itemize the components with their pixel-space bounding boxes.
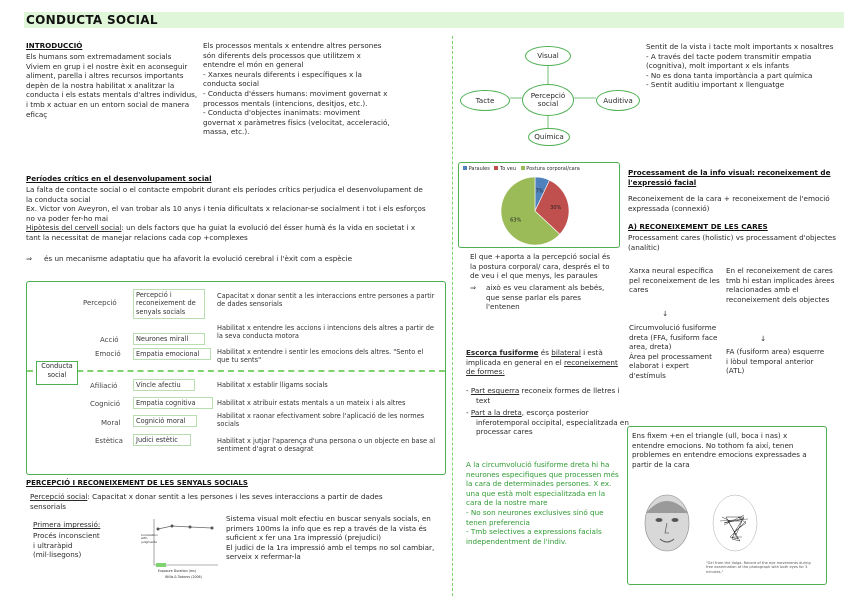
first-impression-text: Procés inconscient i ultraràpid (mil·lisegons): [33, 531, 100, 560]
arrow-icon: ⇒: [470, 283, 477, 292]
hypothesis-label: Hipòtesis del cervell social: [26, 223, 122, 232]
faces-col2-a: En el reconeixement de cares tmb hi estan implicades àrees relacionades amb el reconeixement dels objectes: [726, 266, 835, 304]
legend-entry: Postura corporal/cara: [526, 166, 580, 172]
fig-caption: "Girl from the Volga. Record of the eye movements during free examination of the photograph with both eyes for 3 minutes.": [706, 561, 811, 574]
faces-intro: Reconeixement de la cara + reconeixement de l'emoció expressada (connexió): [628, 194, 830, 213]
sense-tacte: Tacte: [460, 90, 510, 111]
intro-right-text: Els processos mentals x entendre altres persones són diferents dels processos que utilitzem x entendre el món en general - Xarxes neurals diferents i específiques x la conducta social - Conducta d'éssers humans: moviment governat x processos mentals (intencions, desitjos, etc.). - Conducta d'objectes inanimats: moviment governat x paràmetres físics (velocitat, acceleració, massa, etc.).: [203, 41, 390, 137]
pie-slice-label: 63%: [510, 217, 522, 224]
pie-slice-label: 30%: [550, 205, 562, 212]
graph-caption: Willis & Todorov (2006): [165, 575, 202, 579]
sense-quimica: Química: [528, 128, 570, 146]
legend-swatch-icon: [463, 166, 467, 170]
perception-def-text: : Capacitat x donar sentit a les persones i les seves interaccions a partir de dades sensorials: [30, 492, 383, 511]
pie-chart: [495, 175, 575, 247]
critical-arrow-text: és un mecanisme adaptatiu que ha afavorit la evolució cerebral i l'èxit com a espècie: [44, 254, 353, 263]
column-separator: [452, 36, 453, 596]
fusiform-bilateral: bilateral: [551, 348, 581, 357]
row-cat: Afiliació: [90, 382, 118, 390]
perception-def-label: Percepció social: [30, 492, 88, 501]
fusiform-intro: [466, 348, 622, 377]
row-desc: Habilitat x atribuir estats mentals a un mateix i als altres: [217, 399, 406, 407]
girl-face-photo: [640, 487, 694, 559]
sense-center: Percepció social: [522, 84, 574, 116]
fusiform-mid: és: [538, 348, 552, 357]
row-name: Judici estètic: [133, 434, 191, 446]
page-title: CONDUCTA SOCIAL: [26, 13, 158, 27]
conducta-social-root: Conducta social: [36, 361, 78, 385]
row-desc: Habilitat x entendre les accions i intencions dels altres a partir de la seva conducta motora: [217, 324, 434, 341]
row-name: Empatia emocional: [133, 348, 211, 360]
eye-movement-box: [627, 426, 827, 585]
row-cat: Cognició: [90, 400, 121, 408]
fusiform-left-label: Part esquerra: [470, 386, 520, 395]
pie-chart-box: [458, 162, 620, 248]
fusiform-rest: i està implicada en general en el: [466, 348, 603, 367]
row-desc: Capacitat x donar sentit a les interaccions entre persones a partir de dades sensorials: [217, 292, 435, 309]
row-desc: Habilitat x raonar efectivament sobre l'aplicació de les normes socials: [217, 412, 425, 429]
first-impression-right: Sistema visual molt efectiu en buscar senyals socials, en primers 100ms la info que es rep a través de la vista és suficient x fer una 1ra impressió (prejudici) El judici de la 1ra impressió amb el temps no sol cambiar, serveix x refermar-la: [226, 514, 435, 562]
senses-notes: Sentit de la vista i tacte molt importants x nosaltres - A través del tacte podem transmitir empatia (cognitiva), molt important x els infants - No es dona tanta importància a part química - Sentit auditiu important x llenguatge: [646, 42, 834, 90]
row-cat: Moral: [101, 419, 121, 427]
perception-def: [30, 492, 420, 511]
row-name: Vincle afectiu: [133, 379, 195, 391]
row-name: Empatia cognitiva: [133, 397, 213, 409]
pie-main-text: El que +aporta a la percepció social és la postura corporal/ cara, després el to de veu i el que menys, les paraules: [470, 252, 611, 281]
faces-heading: Processament de la info visual: reconeixement de l'expressió facial: [628, 168, 831, 187]
row-cat: Percepció: [83, 299, 117, 307]
arrow-down-icon: ↓: [760, 334, 767, 343]
sense-auditiva: Auditiva: [596, 90, 640, 111]
fusiform-right-text: , escorça posterior inferotemporal occipital, especialitzada en processar cares: [476, 408, 629, 437]
arrow-down-icon: ↓: [662, 309, 669, 318]
critical-p2: Ex. Victor von Aveyron, el van trobar als 10 anys i tenia dificultats x relacionar-se socialment i tot i els esforços no va poder fer-ho mai: [26, 204, 426, 223]
critical-p1: La falta de contacte social o el contacte empobrit durant els períodes crítics perjudica el desenvolupament de la conducta social: [26, 185, 423, 204]
faces-col2-b: FA (fusiform area) esquerre i lòbul temporal anterior (ATL): [726, 347, 825, 376]
graph-ylabel: Correlation with judgments: [141, 533, 158, 544]
eye-tracking-trace: [708, 487, 762, 559]
fusiform-left: - Part esquerra reconeix formes de lletres i text: [466, 386, 620, 405]
row-name: Percepció i reconeixement de senyals socials: [133, 289, 205, 319]
faces-sub-text: Processament cares (holistic) vs processament d'objectes (analític): [628, 233, 836, 252]
fusiform-right-label: Part a la dreta: [470, 408, 522, 417]
fusiform-left-text: reconeix formes de lletres i text: [476, 386, 620, 405]
hypothesis: [26, 223, 426, 242]
row-desc: Habilitat x establir lligams socials: [217, 381, 328, 389]
faces-col1-b: Circumvolució fusiforme dreta (FFA, fusiform face area, dreta) Àrea pel processament elaborat i expert d'estímuls: [629, 323, 718, 380]
intro-left-text: Els humans som extremadament socials Viviem en grup i el nostre èxit en aconseguir aliment, parella i altres recursos importants depèn de la nostra habilitat x analitzar la conducta i els estats mentals d'altres individus, i tmb x actuar en un entorn social de manera eficaç: [26, 52, 198, 119]
hypothesis-text: : un dels factors que ha guiat la evolució del ésser humà és la vida en societat i x tant la necessitat de manejar relacions cada cop +complexes: [26, 223, 416, 242]
graph-xlabel: Exposure Duration (ms): [158, 569, 196, 573]
intro-heading: INTRODUCCIÓ: [26, 41, 83, 50]
critical-heading: Períodes crítics en el desenvolupament social: [26, 174, 212, 183]
row-cat: Estètica: [95, 437, 123, 445]
pie-legend: [463, 166, 580, 172]
row-cat: Acció: [100, 336, 119, 344]
legend-swatch-icon: [494, 166, 498, 170]
row-name: Neurones mirall: [133, 333, 205, 345]
first-impression-label: Primera impressió:: [33, 520, 101, 529]
eye-movement-text: Ens fixem +en el triangle (ull, boca i nas) x entendre emocions. No tothom fa així, tenen problemes en entendre emocions expressades a partir de la cara: [632, 431, 807, 469]
faces-col1-a: Xarxa neural específica pel reconeixement de les cares: [629, 266, 720, 295]
pie-slice-label: 7%: [535, 188, 544, 195]
fusiform-heading: Escorça fusiforme: [466, 348, 539, 357]
arrow-icon: ⇒: [26, 254, 33, 263]
pie-bullet-text: això es veu clarament als bebés, que sense parlar els pares l'entenen: [486, 283, 605, 312]
perception-heading: PERCEPCIÓ I RECONEIXEMENT DE LES SENYALS SOCIALS: [26, 479, 248, 487]
social-behaviour-table: [26, 281, 446, 475]
row-desc: Habilitat x entendre i sentir les emocions dels altres. "Sento el que tu sents": [217, 348, 424, 365]
faces-sub: A) RECONEIXEMENT DE LES CARES: [628, 222, 768, 231]
sense-visual: Visual: [525, 46, 571, 66]
row-desc: Habilitat x jutjar l'aparença d'una persona o un objecte en base al sentiment d'agrat o desagrat: [217, 437, 436, 454]
row-name: Cognició moral: [133, 415, 197, 427]
row-cat: Emoció: [95, 350, 121, 358]
legend-entry: To veu: [500, 166, 517, 172]
fusiform-recon: reconeixement de formes:: [466, 357, 618, 377]
fusiform-green-text: A la circumvolució fusiforme dreta hi ha neurones especifiques que processen més la cara de determinades persones. X ex. una que està molt especialitzada en la cara de la nostre mare - No son neurones exclusives sinó que tenen preferencia - Tmb selectives a expressions facials independentment de l'indiv.: [466, 460, 619, 546]
table-divider: [27, 370, 445, 372]
fusiform-right: - Part a la dreta, escorça posterior inferotemporal occipital, especialitzada en processar cares: [466, 408, 629, 437]
legend-entry: Paraules: [468, 166, 490, 172]
legend-swatch-icon: [521, 166, 525, 170]
